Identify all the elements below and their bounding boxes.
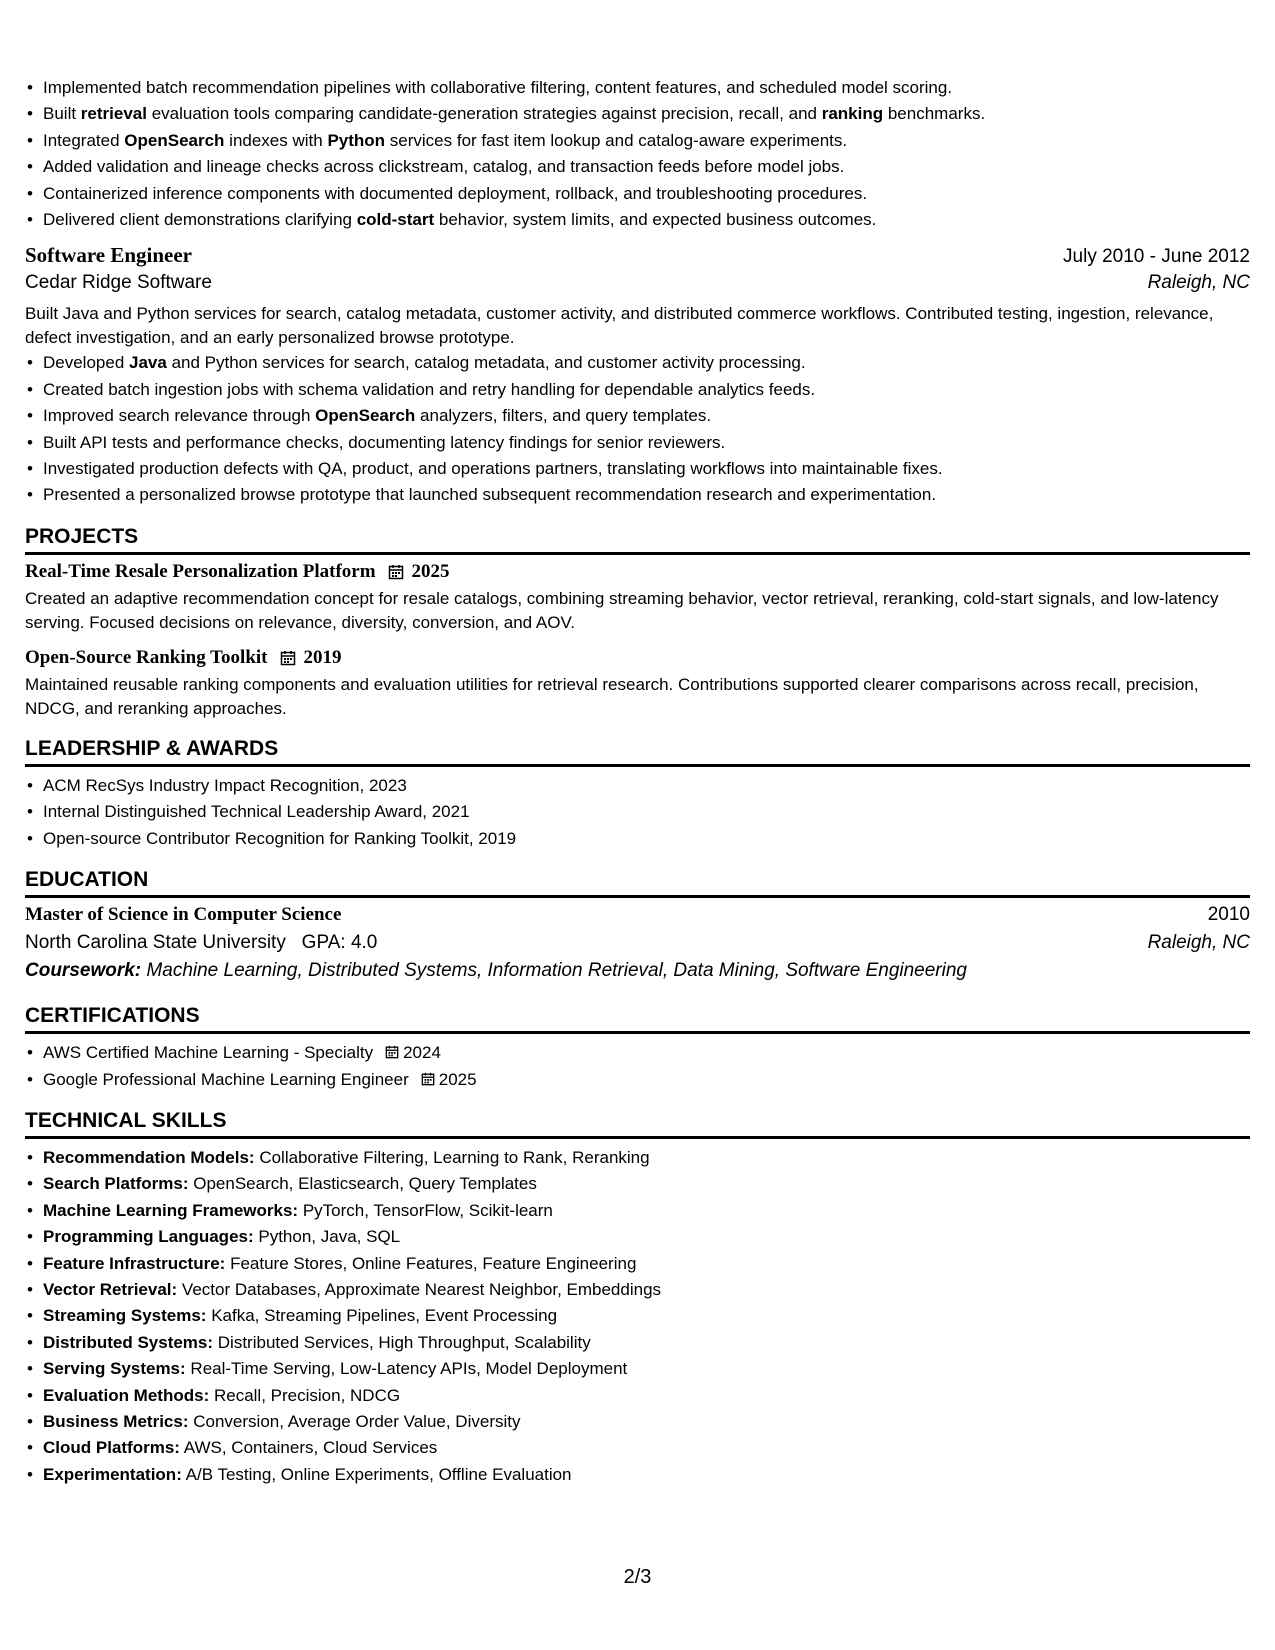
skill-value: Distributed Services, High Throughput, Scalability: [217, 1332, 591, 1352]
calendar-icon: [280, 650, 296, 666]
bullet-item: • Investigated production defects with QA, product, and operations partners, translating workflows into maintainable fixes.: [25, 456, 1250, 482]
degree-row: [25, 904, 1250, 926]
skill-item: [25, 1277, 1250, 1303]
skill-label: Evaluation Methods:: [43, 1385, 210, 1405]
bullet-item: • Integrated OpenSearch indexes with Python services for fast item lookup and catalog-aware experiments.: [25, 128, 1250, 154]
section-heading-leadership: LEADERSHIP & AWARDS: [25, 737, 1250, 767]
skill-value: Vector Databases, Approximate Nearest Neighbor, Embeddings: [181, 1279, 662, 1299]
project-year: 2019: [303, 646, 342, 668]
bullet-item: • Created batch ingestion jobs with schema validation and retry handling for dependable analytics feeds.: [25, 377, 1250, 403]
certification-year: 2025: [438, 1069, 477, 1089]
skill-label: Machine Learning Frameworks:: [43, 1200, 299, 1220]
bullet-item: • Added validation and lineage checks across clickstream, catalog, and transaction feeds before model jobs.: [25, 154, 1250, 180]
leadership-list: [25, 773, 1250, 852]
job-dates: July 2010 - June 2012: [1063, 246, 1250, 268]
skill-label: Programming Languages:: [43, 1227, 254, 1247]
skill-value: Collaborative Filtering, Learning to Rank, Reranking: [259, 1147, 650, 1167]
skill-item: [25, 1198, 1250, 1224]
project-title: Open-Source Ranking Toolkit: [25, 646, 268, 668]
skill-label: Experimentation:: [43, 1464, 182, 1484]
coursework-list: Machine Learning, Distributed Systems, Information Retrieval, Data Mining, Software Engineering: [146, 960, 967, 982]
certification-item: [25, 1067, 1250, 1093]
bullet-item: • Presented a personalized browse prototype that launched subsequent recommendation research and experimentation.: [25, 482, 1250, 508]
award-item: • Open-source Contributor Recognition for Ranking Toolkit, 2019: [25, 826, 1250, 852]
calendar-icon: [421, 1072, 435, 1086]
project-title-row: [25, 647, 1250, 669]
skill-label: Recommendation Models:: [43, 1147, 255, 1167]
project-entry: [25, 647, 1250, 721]
award-item: • ACM RecSys Industry Impact Recognition, 2023: [25, 773, 1250, 799]
bullet-item: • Built retrieval evaluation tools comparing candidate-generation strategies against precision, recall, and ranking benchmarks.: [25, 101, 1250, 127]
bullet-item: • Implemented batch recommendation pipelines with collaborative filtering, content features, and scheduled model scoring.: [25, 75, 1250, 101]
skill-label: Feature Infrastructure:: [43, 1253, 226, 1273]
skill-item: [25, 1356, 1250, 1382]
skill-item: [25, 1303, 1250, 1329]
coursework: [25, 960, 1250, 982]
project-title: Real-Time Resale Personalization Platform: [25, 560, 376, 582]
skill-item: [25, 1171, 1250, 1197]
skill-item: [25, 1251, 1250, 1277]
certification-name: Google Professional Machine Learning Engineer: [43, 1069, 409, 1089]
school-row: [25, 932, 1250, 954]
certification-name: AWS Certified Machine Learning - Specialty: [43, 1043, 374, 1063]
section-heading-skills: TECHNICAL SKILLS: [25, 1109, 1250, 1139]
project-description: Created an adaptive recommendation concept for resale catalogs, combining streaming behavior, vector retrieval, reranking, cold-start signals, and low-latency serving. Focused decisions on relevance, diversity, conversion, and AOV.: [25, 588, 1219, 632]
skill-label: Cloud Platforms:: [43, 1438, 180, 1458]
skill-value: PyTorch, TensorFlow, Scikit-learn: [302, 1200, 553, 1220]
skill-value: Conversion, Average Order Value, Diversity: [193, 1411, 521, 1431]
project-year: 2025: [411, 560, 450, 582]
certification-year: 2024: [403, 1043, 441, 1063]
skill-label: Streaming Systems:: [43, 1306, 207, 1326]
job-summary: Built Java and Python services for search, catalog metadata, customer activity, and distributed commerce workflows. Contributed testing, ingestion, relevance, defect investigation, and an early personalized browse prototype.: [25, 304, 1214, 348]
prev-role-bullets: [25, 75, 1250, 233]
skill-item: [25, 1145, 1250, 1171]
skill-item: [25, 1409, 1250, 1435]
skill-value: Feature Stores, Online Features, Feature Engineering: [230, 1253, 637, 1273]
bullet-item: • Built API tests and performance checks, documenting latency findings for senior reviewers.: [25, 430, 1250, 456]
project-title-row: [25, 561, 1250, 583]
project-entry: [25, 561, 1250, 635]
bullet-item: • Delivered client demonstrations clarifying cold-start behavior, system limits, and expected business outcomes.: [25, 207, 1250, 233]
company-name: Cedar Ridge Software: [25, 272, 212, 294]
skill-item: [25, 1462, 1250, 1488]
section-heading-projects: PROJECTS: [25, 525, 1250, 555]
skill-label: Vector Retrieval:: [43, 1279, 178, 1299]
skill-label: Business Metrics:: [43, 1411, 189, 1431]
page-number: 2/3: [623, 1566, 652, 1588]
skill-label: Distributed Systems:: [43, 1332, 214, 1352]
graduation-year: 2010: [1207, 904, 1250, 926]
bullet-item: • Developed Java and Python services for search, catalog metadata, and customer activity processing.: [25, 350, 1250, 376]
skill-item: [25, 1435, 1250, 1461]
skill-value: Real-Time Serving, Low-Latency APIs, Model Deployment: [190, 1359, 628, 1379]
skill-label: Serving Systems:: [43, 1359, 186, 1379]
project-description: Maintained reusable ranking components and evaluation utilities for retrieval research. Contributions supported clearer comparisons across recall, precision, NDCG, and reranking approaches.: [25, 674, 1199, 718]
school-location: Raleigh, NC: [1147, 932, 1250, 954]
school-line: [25, 932, 377, 954]
skill-value: Recall, Precision, NDCG: [213, 1385, 401, 1405]
job-subheader: [25, 272, 1250, 294]
school-name: North Carolina State University: [25, 932, 286, 954]
skill-value: AWS, Containers, Cloud Services: [183, 1438, 438, 1458]
skill-item: [25, 1383, 1250, 1409]
award-item: • Internal Distinguished Technical Leadership Award, 2021: [25, 799, 1250, 825]
job-entry: [25, 243, 1250, 508]
skill-item: [25, 1330, 1250, 1356]
certifications-list: [25, 1040, 1250, 1093]
skill-value: Python, Java, SQL: [258, 1227, 401, 1247]
skill-value: A/B Testing, Online Experiments, Offline Evaluation: [185, 1464, 572, 1484]
skill-value: Kafka, Streaming Pipelines, Event Processing: [211, 1306, 558, 1326]
job-location: Raleigh, NC: [1147, 272, 1250, 294]
skill-item: [25, 1224, 1250, 1250]
gpa: GPA: 4.0: [301, 932, 378, 954]
bullet-item: • Containerized inference components with documented deployment, rollback, and troubleshooting procedures.: [25, 181, 1250, 207]
skills-list: [25, 1145, 1250, 1488]
job-title: Software Engineer: [25, 243, 193, 268]
certification-item: [25, 1040, 1250, 1066]
resume-content: [25, 0, 1250, 1488]
section-heading-certifications: CERTIFICATIONS: [25, 1004, 1250, 1034]
job-header: [25, 243, 1250, 268]
bullet-item: • Improved search relevance through OpenSearch analyzers, filters, and query templates.: [25, 403, 1250, 429]
coursework-label: Coursework:: [25, 960, 142, 982]
section-heading-education: EDUCATION: [25, 868, 1250, 898]
calendar-icon: [385, 1045, 399, 1059]
education-entry: [25, 904, 1250, 982]
skill-label: Search Platforms:: [43, 1174, 189, 1194]
calendar-icon: [388, 564, 404, 580]
degree-title: Master of Science in Computer Science: [25, 904, 342, 926]
job-bullets: [25, 350, 1250, 508]
skill-value: OpenSearch, Elasticsearch, Query Templates: [193, 1174, 537, 1194]
